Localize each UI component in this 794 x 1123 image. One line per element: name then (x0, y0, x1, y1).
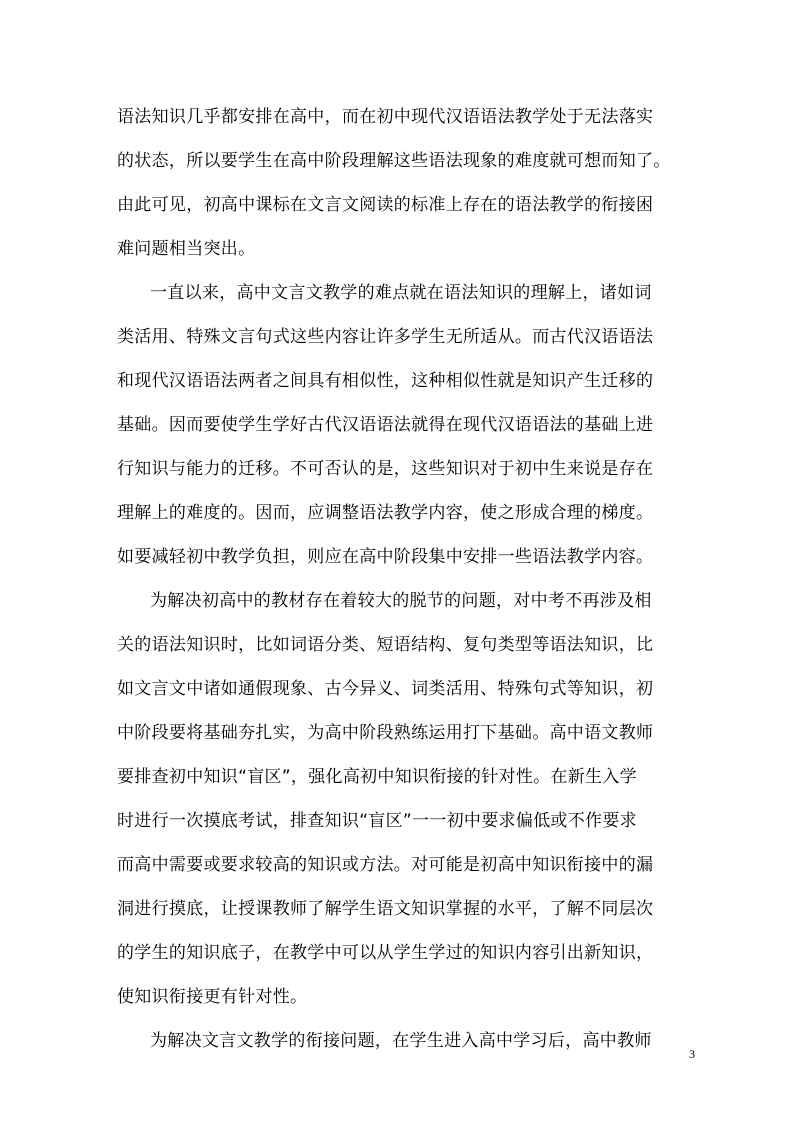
text-line: 由此可见，初高中课标在文言文阅读的标准上存在的语法教学的衔接困 (117, 195, 654, 215)
text-line: 要排查初中知识“盲区”，强化高初中知识衔接的针对性。在新生入学 (117, 767, 637, 787)
text-line: 为解决初高中的教材存在着较大的脱节的问题，对中考不再涉及相 (150, 591, 652, 611)
text-line: 类活用、特殊文言句式这些内容让许多学生无所适从。而古代汉语语法 (117, 327, 654, 347)
text-line: 时进行一次摸底考试，排查知识“盲区”一一初中要求偏低或不作要求 (117, 811, 637, 831)
text-line: 而高中需要或要求较高的知识或方法。对可能是初高中知识衔接中的漏 (117, 855, 654, 875)
text-line: 行知识与能力的迁移。不可否认的是，这些知识对于初中生来说是存在 (117, 459, 654, 479)
text-line: 一直以来，高中文言文教学的难点就在语法知识的理解上，诸如词 (150, 283, 652, 303)
page-number: 3 (689, 1047, 695, 1061)
text-line: 中阶段要将基础夯扎实，为高中阶段熟练运用打下基础。高中语文教师 (117, 723, 654, 743)
text-line: 语法知识几乎都安排在高中，而在初中现代汉语语法教学处于无法落实 (117, 107, 654, 127)
text-line: 关的语法知识时，比如词语分类、短语结构、复句类型等语法知识，比 (117, 635, 654, 655)
text-line: 基础。因而要使学生学好古代汉语语法就得在现代汉语语法的基础上进 (117, 415, 654, 435)
text-line: 的状态，所以要学生在高中阶段理解这些语法现象的难度就可想而知了。 (117, 151, 671, 171)
text-line: 为解决文言文教学的衔接问题，在学生进入高中学习后，高中教师 (150, 1031, 652, 1051)
text-line: 和现代汉语语法两者之间具有相似性，这种相似性就是知识产生迁移的 (117, 371, 654, 391)
text-line: 如要减轻初中教学负担，则应在高中阶段集中安排一些语法教学内容。 (117, 547, 654, 567)
text-line: 使知识衔接更有针对性。 (117, 987, 308, 1007)
text-line: 难问题相当突出。 (117, 239, 256, 259)
text-line: 如文言文中诸如通假现象、古今异义、词类活用、特殊句式等知识，初 (117, 679, 654, 699)
text-line: 理解上的难度的。因而，应调整语法教学内容，使之形成合理的梯度。 (117, 503, 654, 523)
text-line: 的学生的知识底子，在教学中可以从学生学过的知识内容引出新知识， (117, 943, 654, 963)
text-line: 洞进行摸底，让授课教师了解学生语文知识掌握的水平，了解不同层次 (117, 899, 654, 919)
